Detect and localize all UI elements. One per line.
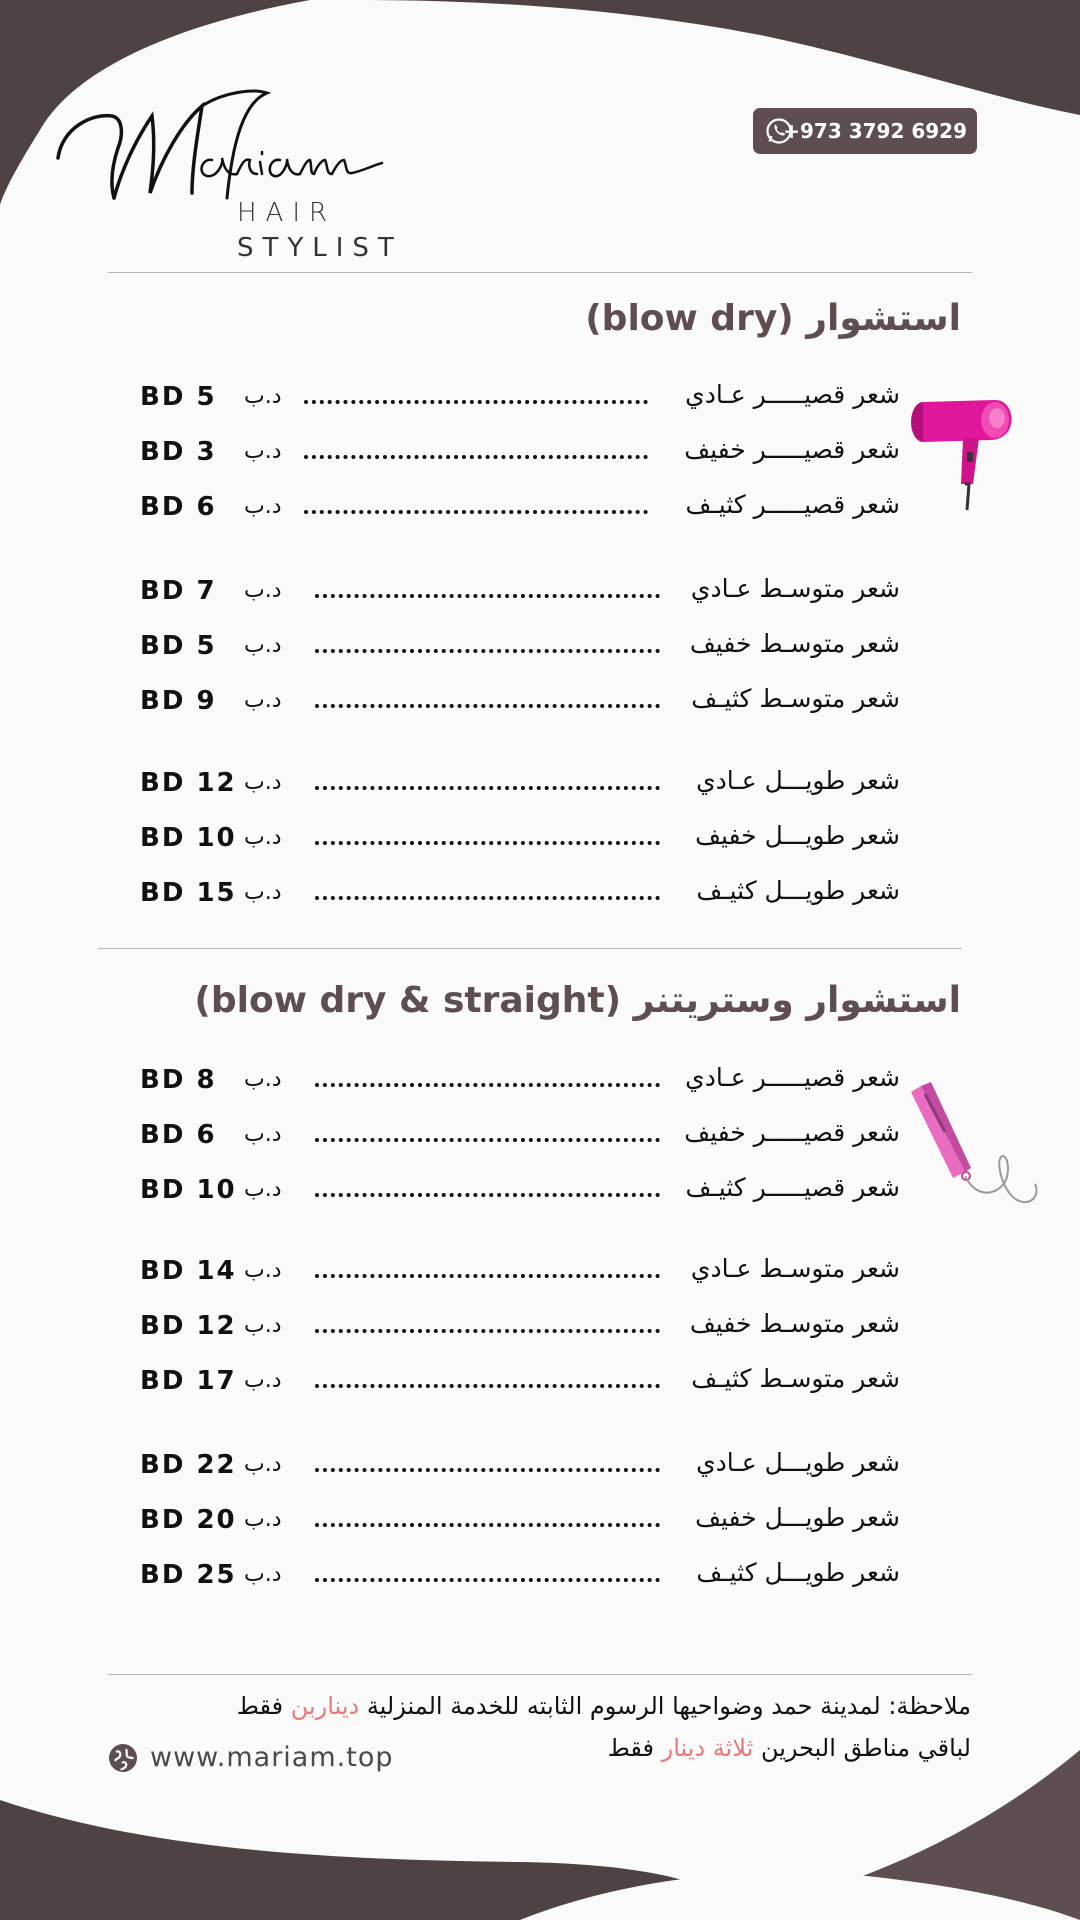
price-value: BD 17 xyxy=(140,1366,237,1396)
currency-label: د.ب xyxy=(244,494,282,519)
currency-label: د.ب xyxy=(244,1368,282,1393)
service-label: شعر قصيـــــر كثيـف xyxy=(685,490,900,519)
service-label: شعر قصيـــــر خفيف xyxy=(684,435,900,464)
note-line-2-text: لباقي مناطق البحرين xyxy=(753,1734,971,1762)
logo xyxy=(52,88,403,273)
dotted-leader xyxy=(315,649,660,653)
service-label: شعر متوسـط عـادي xyxy=(690,574,900,603)
dotted-leader xyxy=(315,1384,660,1388)
divider-bottom xyxy=(108,1674,972,1675)
dotted-leader xyxy=(304,510,648,514)
price-row xyxy=(140,1446,900,1486)
currency-label: د.ب xyxy=(244,1562,282,1587)
currency-label: د.ب xyxy=(244,825,282,850)
price-value: BD 3 xyxy=(140,437,217,467)
price-value: BD 10 xyxy=(140,823,237,853)
service-label: شعر قصيـــــر كثيـف xyxy=(685,1173,900,1202)
price-row xyxy=(140,1116,900,1156)
currency-label: د.ب xyxy=(244,578,282,603)
phone-number: +973 3792 6929 xyxy=(783,119,967,143)
service-label: شعر متوسـط خفيف xyxy=(689,1309,900,1338)
price-row xyxy=(140,1501,900,1541)
service-label: شعر طويـــل عـادي xyxy=(696,1448,900,1477)
note-line-2-highlight: ثلاثة دينار xyxy=(661,1734,754,1762)
service-label: شعر طويـــل خفيف xyxy=(695,821,900,850)
note-line-2-suffix: فقط xyxy=(607,1734,662,1762)
phone-badge[interactable] xyxy=(753,108,977,154)
service-label: شعر متوسـط كثيـف xyxy=(691,684,900,713)
price-value: BD 15 xyxy=(140,878,237,908)
price-row xyxy=(140,433,900,473)
globe-icon xyxy=(108,1743,138,1773)
dotted-leader xyxy=(315,1523,660,1527)
price-row xyxy=(140,488,900,528)
logo-stylist-text: STYLIST xyxy=(237,233,403,263)
price-row xyxy=(140,819,900,859)
currency-label: د.ب xyxy=(244,1122,282,1147)
currency-label: د.ب xyxy=(244,384,282,409)
dotted-leader xyxy=(304,455,648,459)
logo-hair-text: HAIR xyxy=(237,198,337,228)
divider-top xyxy=(108,272,972,273)
price-value: BD 9 xyxy=(140,686,217,716)
divider-middle xyxy=(98,948,962,949)
service-label: شعر طويـــل كثيـف xyxy=(696,876,900,905)
website-link[interactable] xyxy=(108,1742,393,1773)
price-value: BD 20 xyxy=(140,1505,237,1535)
currency-label: د.ب xyxy=(244,688,282,713)
service-label: شعر قصيـــــر عـادي xyxy=(685,1063,900,1092)
service-label: شعر متوسـط كثيـف xyxy=(691,1364,900,1393)
note-line-1-text: ملاحظة: لمدينة حمد وضواحيها الرسوم الثابته للخدمة المنزلية xyxy=(359,1692,971,1720)
dotted-leader xyxy=(315,841,660,845)
price-row xyxy=(140,1061,900,1101)
price-value: BD 12 xyxy=(140,1311,237,1341)
section-heading-blow-dry: استشوار (blow dry) xyxy=(585,298,961,339)
price-row xyxy=(140,682,900,722)
dotted-leader xyxy=(315,1138,660,1142)
dotted-leader xyxy=(315,594,660,598)
service-label: شعر متوسـط خفيف xyxy=(689,629,900,658)
price-row xyxy=(140,1362,900,1402)
service-label: شعر طويـــل خفيف xyxy=(695,1503,900,1532)
currency-label: د.ب xyxy=(244,1452,282,1477)
dotted-leader xyxy=(315,1578,660,1582)
currency-label: د.ب xyxy=(244,1313,282,1338)
price-value: BD 8 xyxy=(140,1065,217,1095)
price-value: BD 12 xyxy=(140,768,237,798)
hair-straightener-icon xyxy=(905,1072,1045,1212)
price-row xyxy=(140,1252,900,1292)
currency-label: د.ب xyxy=(244,1507,282,1532)
whatsapp-icon xyxy=(765,117,793,145)
price-row xyxy=(140,572,900,612)
currency-label: د.ب xyxy=(244,1067,282,1092)
hair-dryer-icon xyxy=(905,392,1017,514)
currency-label: د.ب xyxy=(244,1258,282,1283)
note-line-1-highlight: ديناربن xyxy=(290,1692,360,1720)
currency-label: د.ب xyxy=(244,1177,282,1202)
price-row xyxy=(140,1307,900,1347)
price-row xyxy=(140,1171,900,1211)
note-line-1-suffix: فقط xyxy=(236,1692,291,1720)
service-label: شعر متوسـط عـادي xyxy=(690,1254,900,1283)
price-value: BD 25 xyxy=(140,1560,237,1590)
dotted-leader xyxy=(315,1083,660,1087)
service-label: شعر طويـــل كثيـف xyxy=(696,1558,900,1587)
price-value: BD 5 xyxy=(140,382,217,412)
dotted-leader xyxy=(315,1274,660,1278)
service-label: شعر قصيـــــر خفيف xyxy=(684,1118,900,1147)
price-value: BD 7 xyxy=(140,576,217,606)
service-label: شعر طويـــل عـادي xyxy=(696,766,900,795)
price-row xyxy=(140,627,900,667)
price-value: BD 6 xyxy=(140,492,217,522)
price-value: BD 5 xyxy=(140,631,217,661)
note-line-1 xyxy=(237,1692,971,1720)
price-value: BD 14 xyxy=(140,1256,237,1286)
currency-label: د.ب xyxy=(244,633,282,658)
dotted-leader xyxy=(315,1329,660,1333)
dotted-leader xyxy=(315,1468,660,1472)
price-value: BD 10 xyxy=(140,1175,237,1205)
price-row xyxy=(140,378,900,418)
note-line-2 xyxy=(608,1734,971,1762)
price-row xyxy=(140,1556,900,1596)
dotted-leader xyxy=(315,786,660,790)
price-row xyxy=(140,874,900,914)
price-value: BD 6 xyxy=(140,1120,217,1150)
dotted-leader xyxy=(315,896,660,900)
dotted-leader xyxy=(315,704,660,708)
dotted-leader xyxy=(304,400,648,404)
section-heading-blow-dry-straight: استشوار وستريتنر (blow dry & straight) xyxy=(194,980,961,1021)
logo-script-mariam xyxy=(52,88,392,208)
price-row xyxy=(140,764,900,804)
currency-label: د.ب xyxy=(244,880,282,905)
service-label: شعر قصيـــــر عـادي xyxy=(685,380,900,409)
currency-label: د.ب xyxy=(244,770,282,795)
website-url: www.mariam.top xyxy=(150,1742,394,1773)
dotted-leader xyxy=(315,1193,660,1197)
price-value: BD 22 xyxy=(140,1450,237,1480)
currency-label: د.ب xyxy=(244,439,282,464)
